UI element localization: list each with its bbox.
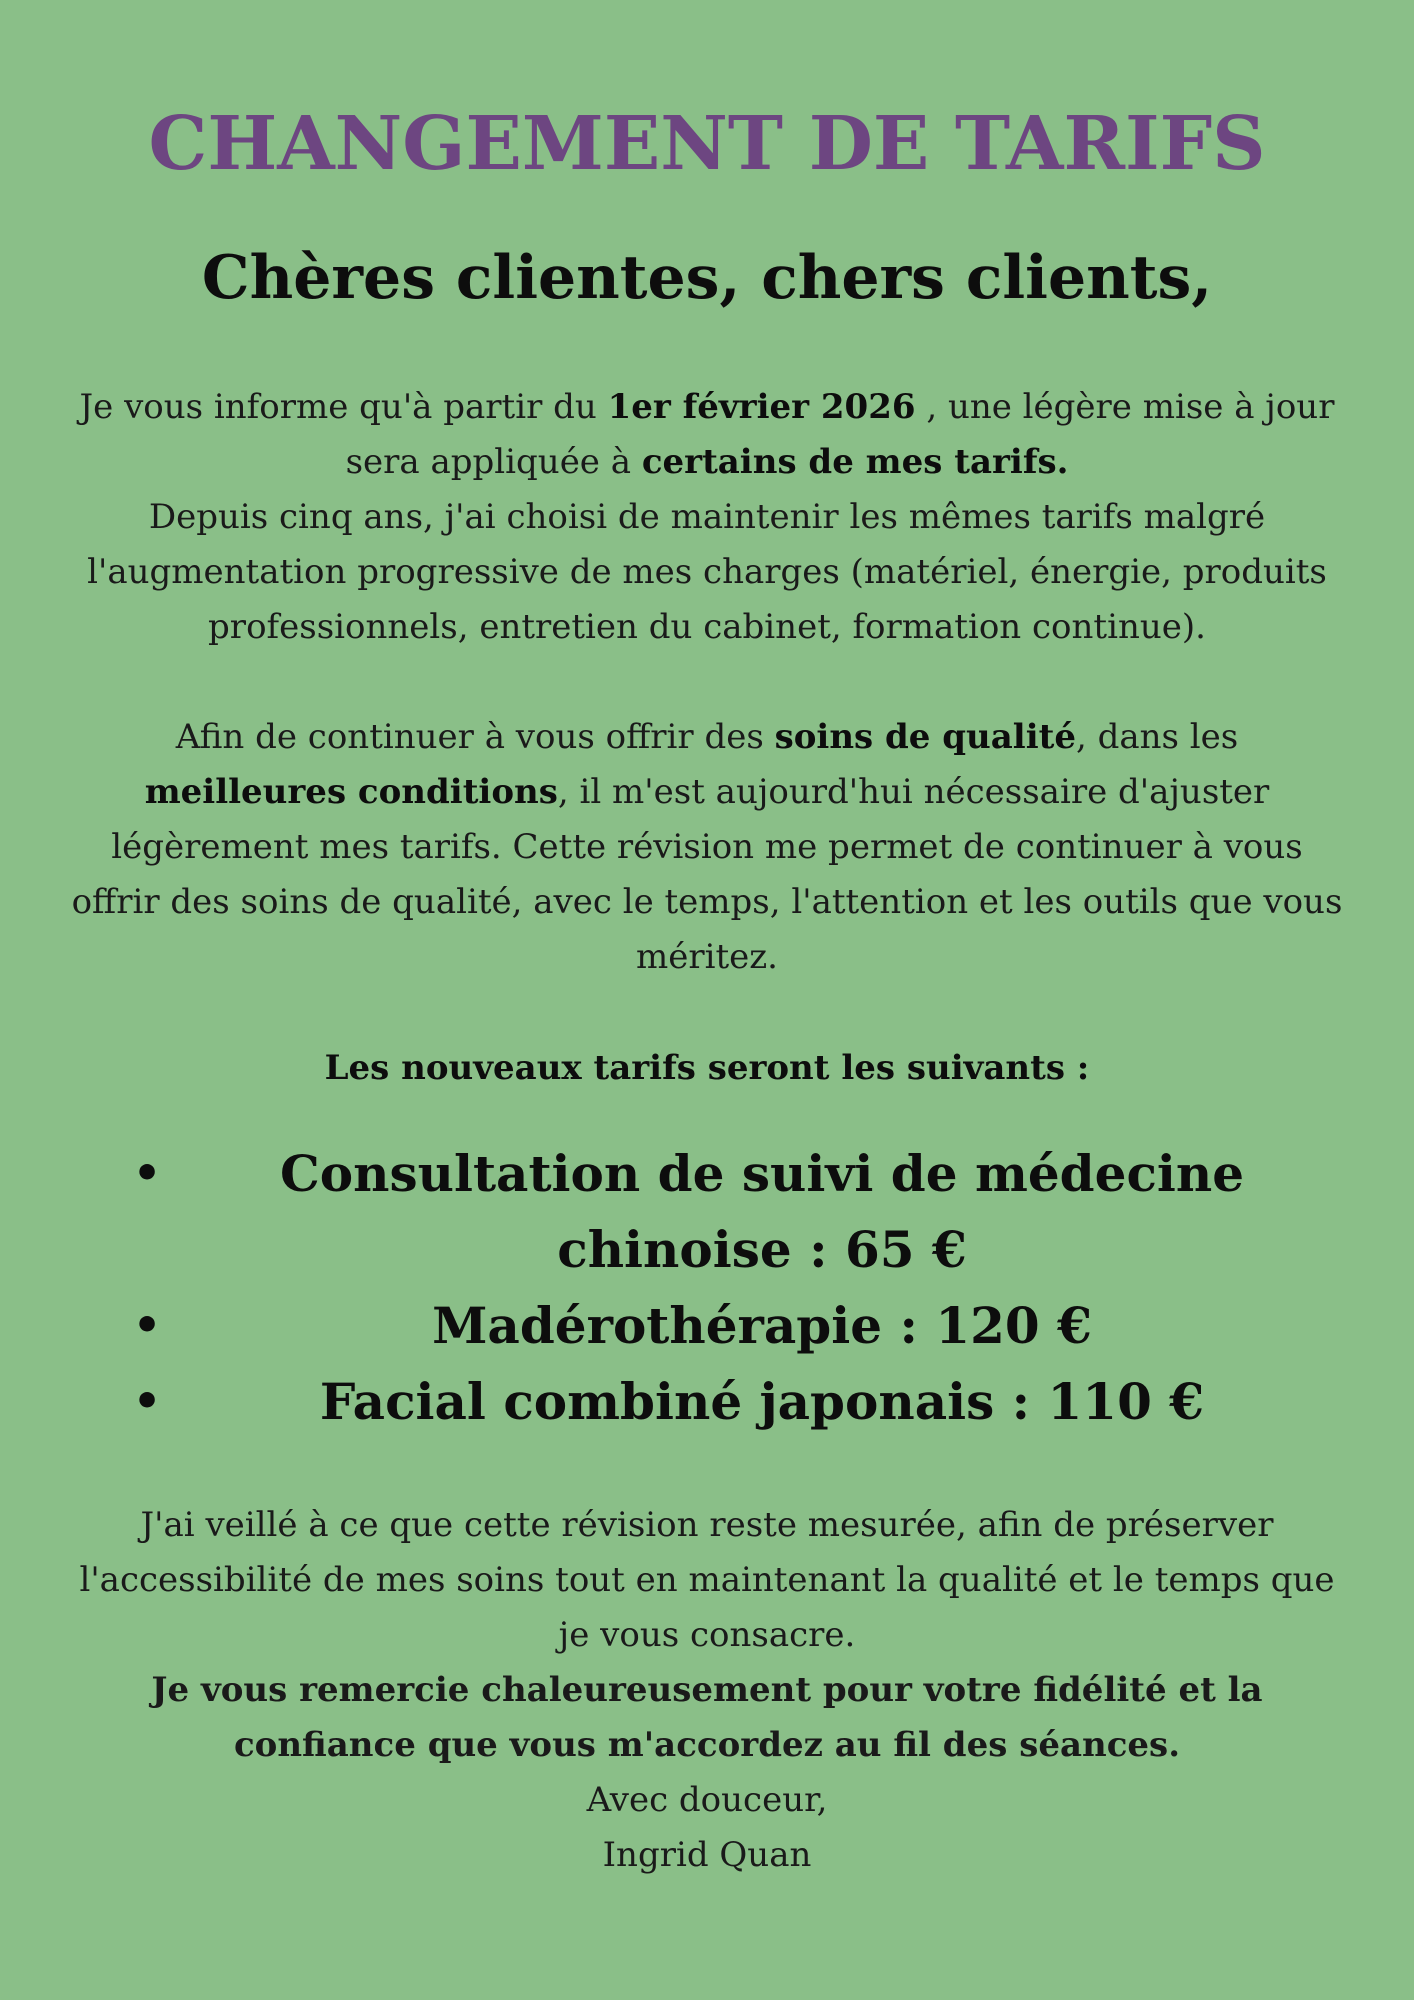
new-tarifs-heading: Les nouveaux tarifs seront les suivants : — [324, 1048, 1090, 1088]
price-item — [70, 1364, 1344, 1440]
bullet-icon: • — [133, 1300, 162, 1351]
closing-paragraph — [70, 1498, 1344, 1883]
quality-highlight-1: soins de qualité — [774, 717, 1076, 757]
signoff: Avec douceur, — [586, 1780, 828, 1820]
notice-title: CHANGEMENT DE TARIFS — [148, 101, 1266, 187]
price-item — [70, 1136, 1344, 1288]
price-item-text: Consultation de suivi de médecine chinoise : 65 € — [279, 1144, 1245, 1279]
effective-date: 1er février 2026 — [607, 387, 916, 427]
closing-text: J'ai veillé à ce que cette révision reste mesurée, afin de préserver l'accessibilité de mes soins tout en maintenant la qualité et le temps que je vous consacre. — [79, 1505, 1335, 1655]
price-item-text: Madérothérapie : 120 € — [432, 1296, 1092, 1355]
quality-text-3: , il m'est aujourd'hui nécessaire d'ajuster légèrement mes tarifs. Cette révision me permet de continuer à vous offrir des soins de qualité, avec le temps, l'attention et les outils que vous méritez. — [71, 772, 1343, 977]
affected-tarifs-note: certains de mes tarifs. — [641, 442, 1069, 482]
thanks-text: Je vous remercie chaleureusement pour votre fidélité et la confiance que vous m'accordez au fil des séances. — [151, 1670, 1263, 1765]
intro-paragraph — [70, 380, 1344, 655]
price-item-text: Facial combiné japonais : 110 € — [319, 1372, 1205, 1431]
price-item — [70, 1288, 1344, 1364]
bullet-icon: • — [133, 1148, 162, 1199]
quality-paragraph — [70, 710, 1344, 985]
quality-highlight-2: meilleures conditions — [144, 772, 558, 812]
greeting: Chères clientes, chers clients, — [201, 243, 1213, 313]
signature: Ingrid Quan — [602, 1835, 812, 1875]
intro-text-3: Depuis cinq ans, j'ai choisi de maintenir les mêmes tarifs malgré l'augmentation progressive de mes charges (matériel, énergie, produits professionnels, entretien du cabinet, formation continue). — [87, 497, 1327, 647]
bullet-icon: • — [133, 1376, 162, 1427]
price-list — [70, 1136, 1344, 1440]
quality-text-2: , dans les — [1075, 717, 1239, 757]
intro-text-2: , une légère mise à jour sera appliquée à — [345, 387, 1335, 482]
quality-text-1: Afin de continuer à vous offrir des — [175, 717, 775, 757]
intro-text-1: Je vous informe qu'à partir du — [79, 387, 608, 427]
